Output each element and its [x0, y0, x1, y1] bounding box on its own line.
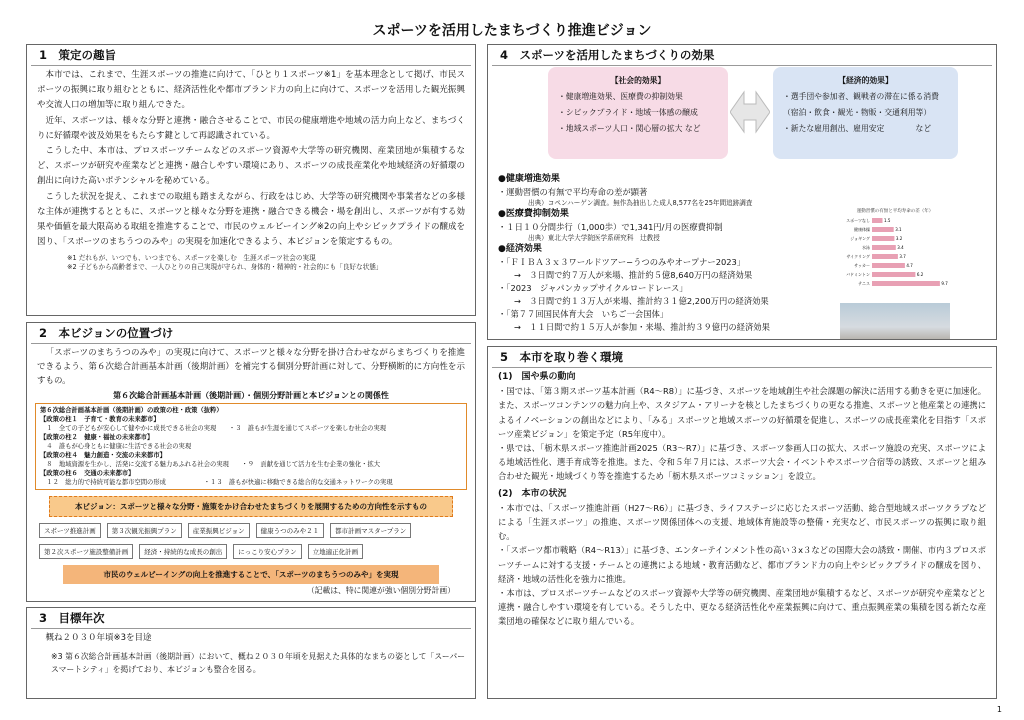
chart-bar — [872, 227, 894, 232]
paragraph: ・県では、「栃木県スポーツ推進計画2025（R3〜R7）」に基づき、スポーツ参画人口の拡大、スポーツ施設の充実、スポーツによる地域活性化、選手育成等を推進。また、令和５年７月には、スポーツ大会・イベントやスポーツ合宿等の誘致、スポーツと組み合わせた観光・地域づくり等を推進するため「栃木県スポーツコミッション」を設立。 — [498, 443, 986, 482]
chart-bar — [872, 245, 896, 250]
chart-tick-label: テニス — [858, 281, 870, 286]
plan-pill: 経済・持続的な成長の創出 — [139, 544, 227, 559]
effect-line: → １１日間で約１５万人が参加・来場、推計約３９億円の経済効果 — [514, 322, 770, 332]
plan-pill: 第２次スポーツ施設整備計画 — [39, 544, 133, 559]
paragraph: ・本市では、「スポーツ推進計画（H27〜R6）」に基づき、ライフステージに応じたスポーツ活動、総合型地域スポーツクラブなどによる「生涯スポーツ」の推進、スポーツ関係団体への支援、地域体育施設等の整備・充実など、市民スポーツの振興に取り組む。 — [498, 502, 986, 542]
section-effects — [487, 44, 997, 340]
plan-line: ８ 地域資源を生かし、活発に交流する魅力あふれる社会の実現 ・９ 貢献を通じて活力を生む企業の強化・拡大 — [40, 461, 381, 468]
chart-data-label: 3.7 — [899, 254, 906, 259]
chart-bar — [872, 272, 915, 277]
plan-line: １ 全ての子どもが安心して健やかに成長できる社会の実現 ・３ 誰もが生涯を通じてスポーツを楽しむ社会の実現 — [40, 425, 387, 432]
diagram-title: 第６次総合計画基本計画（後期計画）・個別分野計画と本ビジョンとの関係性 — [113, 391, 389, 400]
chart-data-label: 3.4 — [897, 245, 904, 250]
chart-data-label: 4.7 — [906, 263, 913, 268]
paragraph: ・本市は、プロスポーツチームなどのスポーツ資源や大学等の研究機関、産業団地が集積するなど、スポーツが研究や産業などと連携・融合しやすい環境を有している。そうした中、更なる経済活性化や産業振興に向けて、重点振興産業の集積を図る新たな産業団地の確保などに取り組んでいる。 — [498, 588, 986, 627]
chart-tick-label: スポーツなし — [846, 218, 870, 223]
section-heading: 3 目標年次 — [31, 608, 471, 629]
chart-tick-label: バドミントン — [846, 272, 870, 277]
effect-line: ・「ＦＩＢＡ３ｘ３ワールドツアー−うつのみやオープナー2023」 — [498, 257, 746, 267]
chart-tick-label: ジョギング — [850, 236, 870, 241]
paragraph: こうした中、本市は、プロスポーツチームなどのスポーツ資源や大学等の研究機関、産業団地が集積するなど、スポーツが研究や産業などと連携・融合しやすい環境にあり、スポーツの成長産業化や地域経済の好循環の創出に向けた高いポテンシャルを秘めている。 — [37, 146, 465, 187]
footnote: ※2 子どもから高齢者まで、一人ひとりの自己実現が守られ、身体的・精神的・社会的にも「良好な状態」 — [67, 263, 383, 272]
effect-line: → ３日間で約１３万人が来場、推計約３１億2,200万円の経済効果 — [514, 296, 769, 306]
effect-line: → ３日間で約７万人が来場、推計約５億8,640万円の経済効果 — [514, 270, 753, 280]
chart-bar — [872, 263, 905, 268]
target-year: 概ね２０３０年頃※3を目途 — [45, 633, 152, 643]
effect-heading: ●経済効果 — [498, 244, 542, 254]
section-heading: 4 スポーツを活用したまちづくりの効果 — [492, 45, 992, 66]
footnote: ※1 だれもが、いつでも、いつまでも、スポーツを楽しむ 生涯スポーツ社会の実現 — [67, 254, 316, 263]
source-note: 出典）コペンハーゲン調査。無作為抽出した成人8,577名を25年間追跡調査 — [528, 199, 753, 207]
effect-line: ・「第７７回国民体育大会 いちご一会国体」 — [498, 309, 669, 319]
plan-line: 第６次総合計画基本計画（後期計画）の政策の柱・政策（抜粋） — [40, 407, 223, 414]
paragraph: 本市では、これまで、生涯スポーツの推進に向けて、「ひとり１スポーツ※1」を基本理念として掲げ、市民スポーツの振興に取り組むとともに、経済活性化や都市ブランド力の向上に向けて、スポーツを活用した観光振興や交流人口の増加等に取り組んできた。 — [37, 70, 465, 111]
plan-line: 【政策の柱１ 子育て・教育の未来都市】 — [40, 416, 160, 423]
chart-bar — [872, 236, 894, 241]
footnote: ※3 第６次総合計画基本計画（後期計画）において、概ね２０３０年頃を見据えた具体的なまちの姿として「スーパースマートシティ」を掲げており、本ビジョンも整合を図る。 — [51, 652, 465, 675]
plan-list — [39, 523, 463, 559]
subsection-heading: (2) 本市の状況 — [498, 488, 567, 499]
effect-line: ・「2023 ジャパンカップサイクルロードレース」 — [498, 283, 688, 293]
plan-pill: スポーツ推進計画 — [39, 523, 101, 538]
chart-tick-label: 健康体操 — [854, 227, 870, 232]
plan-pill: 都市計画マスタープラン — [330, 523, 411, 538]
chart-bar — [872, 218, 883, 223]
section-heading: 2 本ビジョンの位置づけ — [31, 323, 471, 344]
effect-heading: ●医療費抑制効果 — [498, 209, 569, 219]
life-expectancy-chart — [840, 205, 950, 295]
effect-item: ・新たな雇用創出、雇用安定 など — [783, 124, 932, 133]
chart-data-label: 6.2 — [916, 272, 924, 277]
source-note: 出典）東北大学大学院医学系研究科 辻教授 — [528, 234, 660, 242]
plan-line: １２ 総力的で持続可能な都市空間の形成 ・１３ 誰もが快適に移動できる総合的な交通ネットワークの実現 — [40, 479, 393, 486]
paragraph: 「スポーツのまちうつのみや」の実現に向けて、スポーツと様々な分野を掛け合わせながらまちづくりを推進できるよう、第６次総合計画基本計画（後期計画）を補完する個別分野計画に対して、分野横断的に方向性を示すもの。 — [37, 348, 465, 386]
plan-pill: 産業振興ビジョン — [188, 523, 250, 538]
plan-pill: 健康うつのみや２１ — [256, 523, 325, 538]
plan-pill: にっこり安心プラン — [233, 544, 301, 559]
event-crowd-photo — [840, 303, 950, 340]
section-environment — [487, 346, 997, 699]
plan-line: ４ 誰もが心身ともに健康に生活できる社会の実現 — [40, 443, 192, 450]
plan-pill: 立地適正化計画 — [308, 544, 364, 559]
paragraph: ・「スポーツ都市戦略（R4〜R13）」に基づき、エンターテインメント性の高い３x３などの国際大会の誘致・開催、市内３プロスポーツチームに対する支援・チームとの連携による地域・教育活動など、都市ブランド力の向上やシビックプライドの醸成を図り、経済・地域の活性化を強力に推進。 — [498, 545, 986, 584]
effect-item: （宿泊・飲食・観光・物販・交通利用等） — [783, 108, 932, 117]
chart-tick-label: サッカー — [854, 263, 870, 268]
paragraph: こうした状況を捉え、これまでの取組も踏まえながら、行政をはじめ、大学等の研究機関や事業者などの多様な主体が連携するとともに、スポーツと様々な分野を連携・融合できる機会・場を創出し、スポーツが有する効果や価値を最大限高める取組を推進することで、市民のウェルビーイング※2の向上やシビックプライドの醸成を図り、「スポーツのまちうつのみや」の実現を加速化できるよう、本ビジョンを策定するもの。 — [37, 191, 465, 248]
page-title: スポーツを活用したまちづくり推進ビジョン — [372, 23, 652, 39]
chart-data-label: 1.5 — [884, 218, 891, 223]
chart-data-label: 3.1 — [895, 227, 902, 232]
plan-line: 【政策の柱２ 健康・福祉の未来都市】 — [40, 434, 154, 441]
paragraph: 近年、スポーツは、様々な分野と連携・融合させることで、市民の健康増進や地域の活力向上など、まちづくりに好循環や波及効果をもたらす鍵として再認識されている。 — [37, 115, 465, 141]
section-purpose — [26, 44, 476, 316]
section-positioning — [26, 322, 476, 602]
econ-title: 【経済的効果】 — [838, 76, 893, 85]
chart-tick-label: サイクリング — [846, 254, 870, 259]
page-number: 1 — [996, 705, 1002, 714]
diagram-caption: （記載は、特に関連が強い個別分野計画） — [306, 586, 455, 595]
social-effects — [548, 67, 728, 159]
effect-item: ・健康増進効果、医療費の抑制効果 — [558, 92, 683, 101]
chart-data-label: 9.7 — [941, 281, 948, 286]
economic-effects — [773, 67, 958, 159]
chart-data-label: 3.2 — [895, 236, 903, 241]
social-title: 【社会的効果】 — [610, 76, 666, 85]
plan-line: 【政策の柱４ 魅力創造・交流の未来都市】 — [40, 452, 166, 459]
effect-item: ・シビックプライド・地域一体感の醸成 — [558, 108, 698, 117]
effect-line: ・運動習慣の有無で平均寿命の差が顕著 — [498, 187, 648, 197]
effect-heading: ●健康増進効果 — [498, 174, 560, 184]
chart-title: 運動習慣の有無と平均寿命の差（年） — [856, 209, 934, 214]
effect-item: ・選手団や参加者、観戦者の滞在に係る消費 — [783, 92, 939, 101]
paragraph: ・国では、「第３期スポーツ基本計画（R4〜R8）」に基づき、スポーツを地域創生や社会課題の解決に活用する動きを更に加速化。また、スポーツコンテンツの魅力向上や、スタジアム・アリーナを核としたまちづくりの更なる推進、スポーツと他産業との連携によるイノベーションの創出などにより、「みる」スポーツと地域スポーツの好循環を促進し、スポーツの成長産業化を目指す「スポーツ産業ビジョン」を策定予定（R5年度中）。 — [498, 386, 986, 439]
section-target-year — [26, 607, 476, 699]
subsection-heading: (1) 国や県の動向 — [498, 372, 576, 382]
chart-bar — [872, 281, 940, 286]
vision-banner: 本ビジョン：スポーツと様々な分野・施策をかけ合わせたまちづくりを展開するための方向性を示すもの — [49, 496, 453, 517]
effect-item: ・地域スポーツ人口・関心層の拡大 など — [558, 124, 701, 133]
chart-tick-label: 水泳 — [862, 245, 870, 250]
goal-banner: 市民のウェルビーイングの向上を推進することで、「スポーツのまちうつのみや」を実現 — [63, 565, 439, 584]
double-arrow-icon — [730, 87, 770, 137]
chart-bar — [872, 254, 898, 259]
section-heading: 5 本市を取り巻く環境 — [492, 347, 992, 368]
plan-pill: 第３次観光振興プラン — [107, 523, 182, 538]
section-heading: 1 策定の趣旨 — [31, 45, 471, 66]
plan-line: 【政策の柱６ 交通の未来都市】 — [40, 470, 135, 477]
effects-diagram — [548, 67, 958, 159]
effect-line: ・１日１０分間歩行（1,000歩）で1,341円/月の医療費抑制 — [498, 222, 723, 232]
plan-box — [35, 403, 467, 490]
